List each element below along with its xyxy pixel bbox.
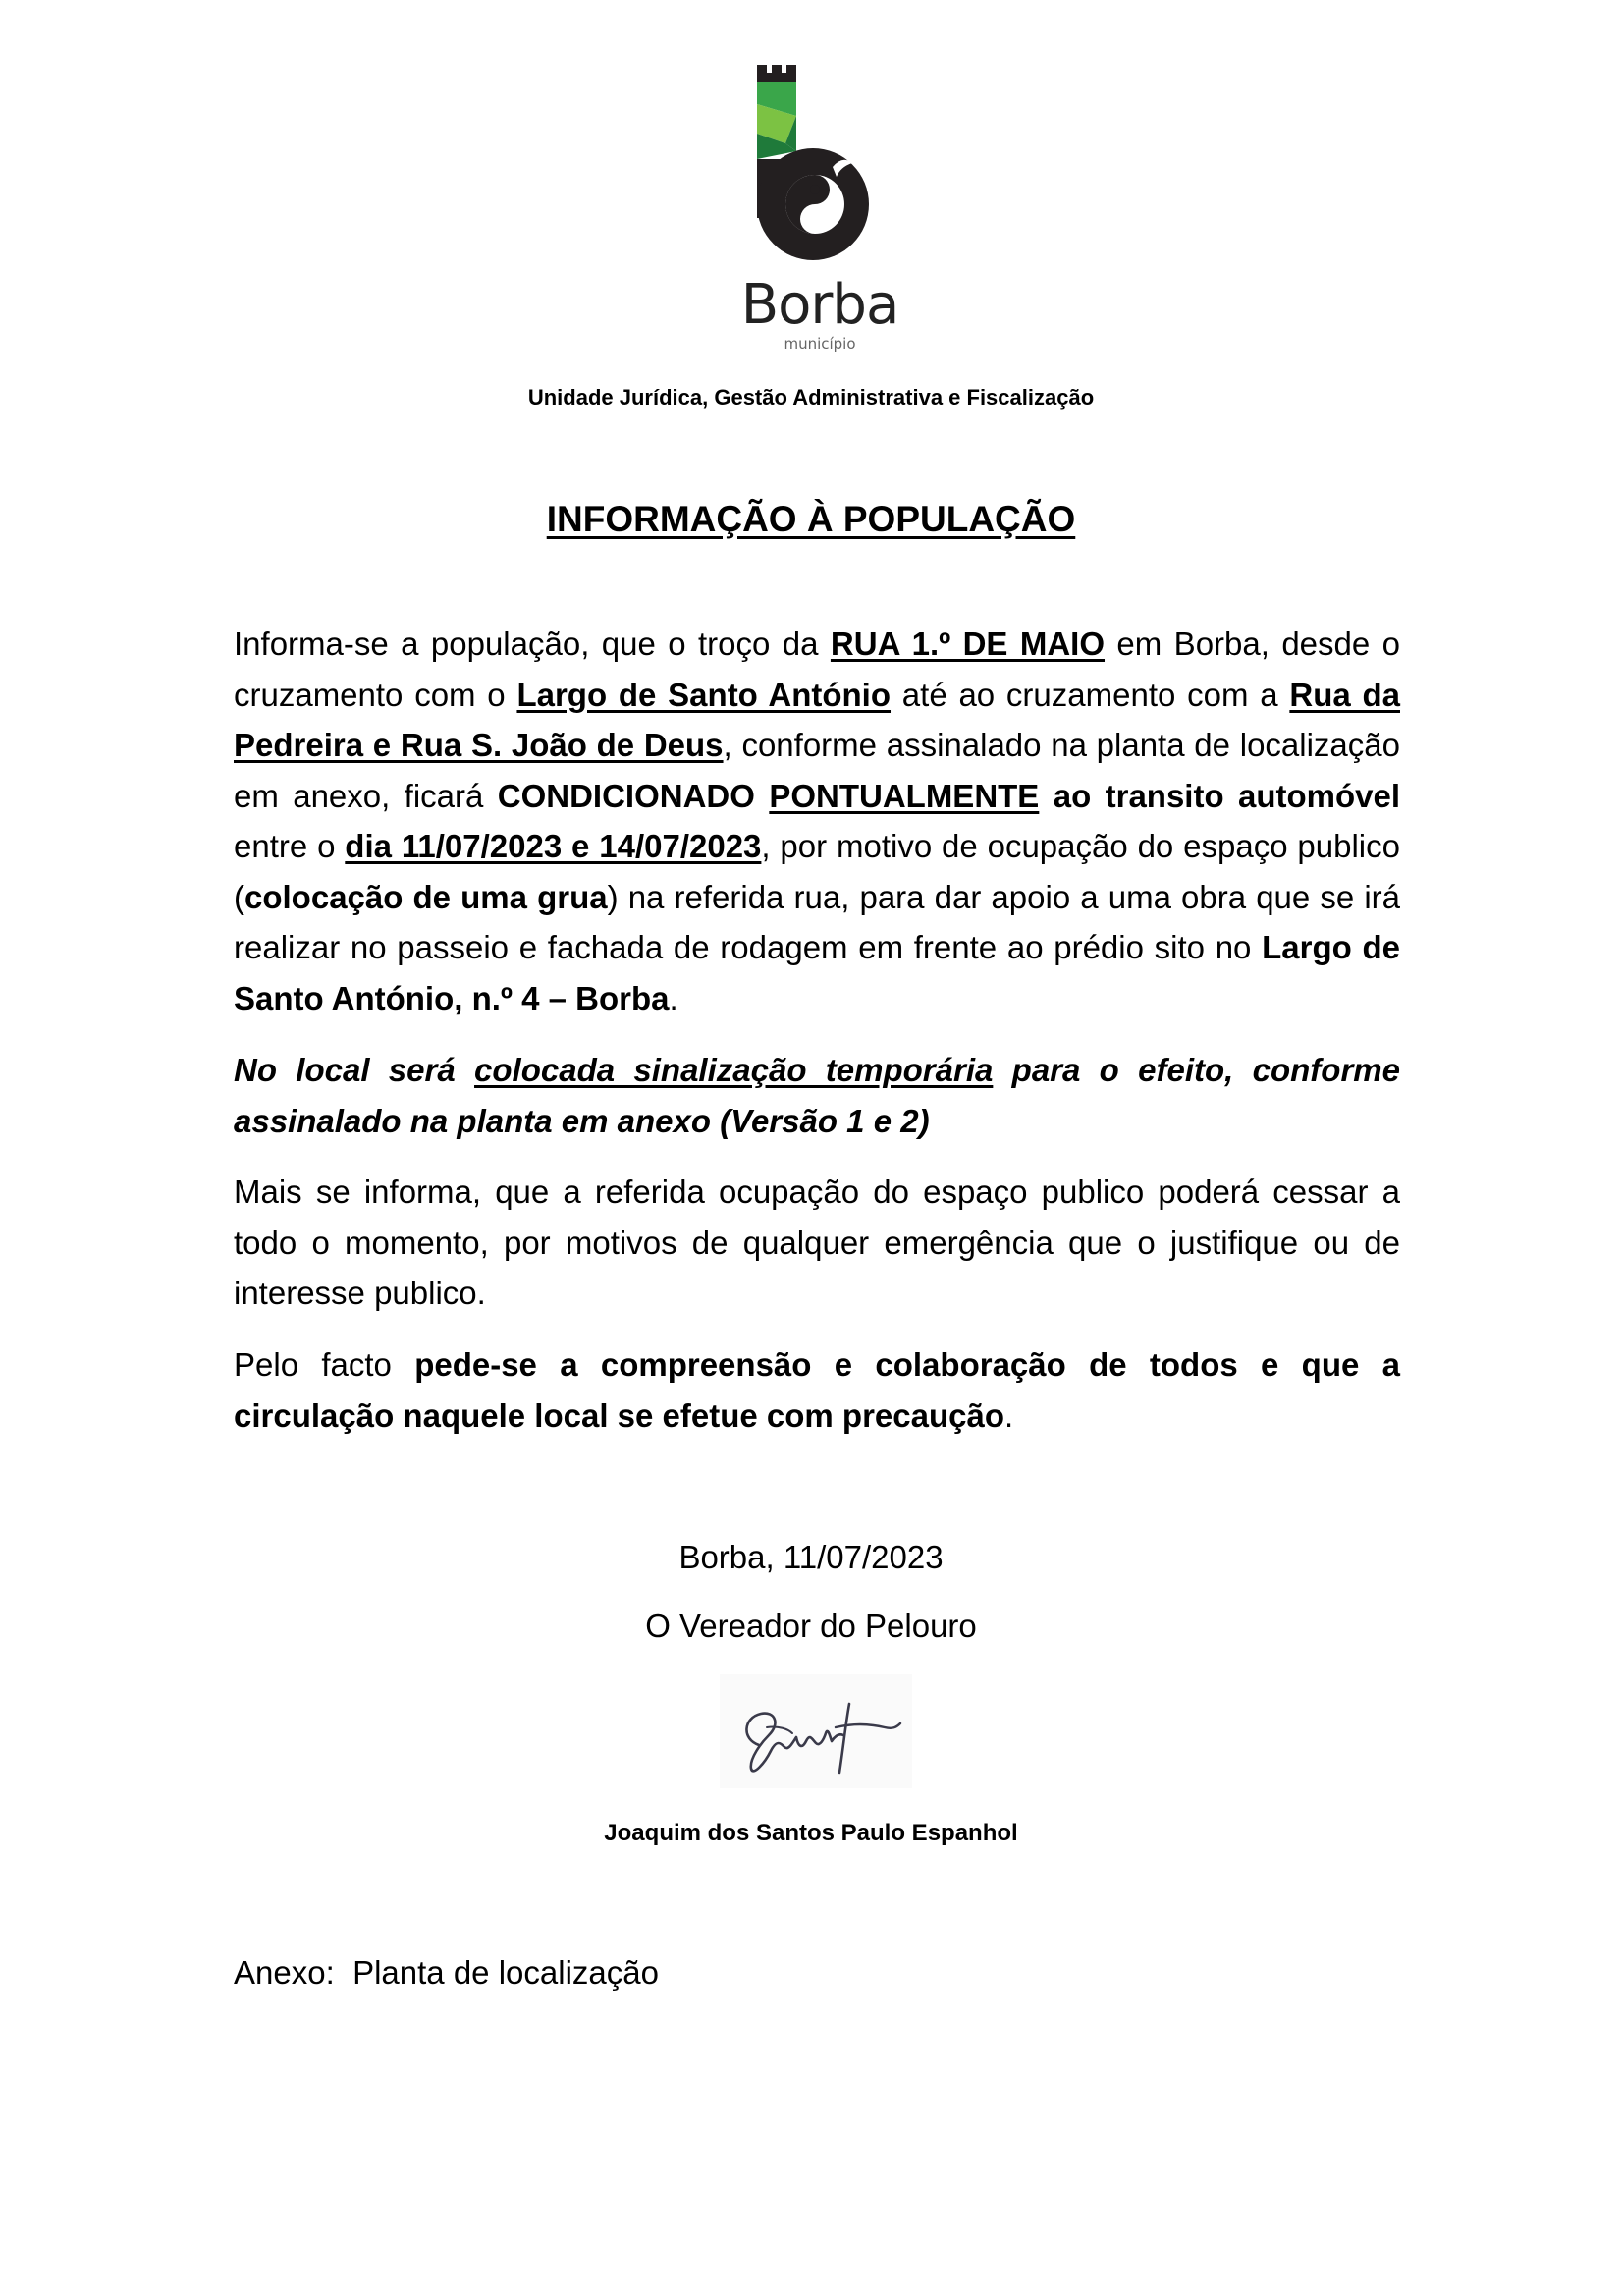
annex-value: Planta de localização [352, 1954, 659, 1991]
signer-name: Joaquim dos Santos Paulo Espanhol [604, 1820, 1018, 1846]
annex-line [234, 1954, 659, 1992]
p1-conditioned: CONDICIONADO [497, 777, 755, 814]
paragraph-3: Mais se informa, que a referida ocupação do espaço publico poderá cessar a todo o momento, por motivos de qualquer emergência que o justifique ou de interesse publico. [234, 1174, 1400, 1311]
borba-logo [727, 57, 913, 356]
annex-label: Anexo: [234, 1954, 335, 1991]
p1-text-7: entre o [234, 828, 346, 864]
document-title: INFORMAÇÃO À POPULAÇÃO [546, 499, 1076, 539]
p1-text-8: , por motivo de ocupação do espaço publico ( [234, 828, 1400, 915]
p1-text-9: ) na referida rua, para dar apoio a uma obra que se irá realizar no passeio e fachada de rodagem em frente ao prédio sito no [234, 878, 1400, 965]
department-name: Unidade Jurídica, Gestão Administrativa e Fiscalização [527, 385, 1095, 410]
p1-address: Largo de Santo António, n.º 4 – Borba [234, 929, 1400, 1016]
p1-text-4: , conforme assinalado na planta de localização em anexo, ficará [234, 727, 1400, 814]
p1-pontual: PONTUALMENTE [769, 777, 1040, 814]
p4-text-1: Pelo facto [234, 1346, 415, 1383]
p1-text-3: até ao cruzamento com a [891, 676, 1290, 713]
p1-text-10: . [669, 979, 678, 1016]
p1-dates: dia 11/07/2023 e 14/07/2023 [345, 828, 762, 864]
p1-from-location: Largo de Santo António [516, 676, 892, 713]
signer-role: O Vereador do Pelouro [645, 1608, 977, 1644]
p4-text-2: . [1004, 1396, 1014, 1434]
place-and-date: Borba, 11/07/2023 [678, 1539, 944, 1575]
signature-icon [720, 1674, 912, 1788]
p1-traffic: ao transito automóvel [1053, 777, 1401, 814]
paragraph-4 [234, 1339, 1400, 1441]
p1-to-location: Rua da Pedreira e Rua S. João de Deus [234, 676, 1400, 763]
logo-wordmark: Borba [740, 273, 899, 337]
p2-text-2: para o efeito, conforme assinalado na planta em anexo (Versão 1 e 2) [234, 1052, 1400, 1139]
paragraph-1 [234, 619, 1400, 1023]
borba-emblem-icon [727, 57, 913, 273]
p4-request: pede-se a compreensão e colaboração de todos e que a circulação naquele local se efetue com precaução [234, 1346, 1400, 1434]
p1-crane: colocação de uma grua [244, 878, 608, 915]
p1-street: RUA 1.º DE MAIO [830, 626, 1106, 662]
p1-text-1: Informa-se a população, que o troço da [234, 626, 831, 662]
p1-text-5 [755, 778, 769, 814]
p1-text-2: em Borba, desde o cruzamento com o [234, 626, 1401, 713]
logo-subtitle: município [784, 335, 856, 353]
p1-text-6 [1039, 778, 1053, 814]
p2-text-1: No local será [234, 1052, 475, 1088]
paragraph-2 [234, 1045, 1400, 1146]
p2-signage: colocada sinalização temporária [474, 1052, 994, 1088]
